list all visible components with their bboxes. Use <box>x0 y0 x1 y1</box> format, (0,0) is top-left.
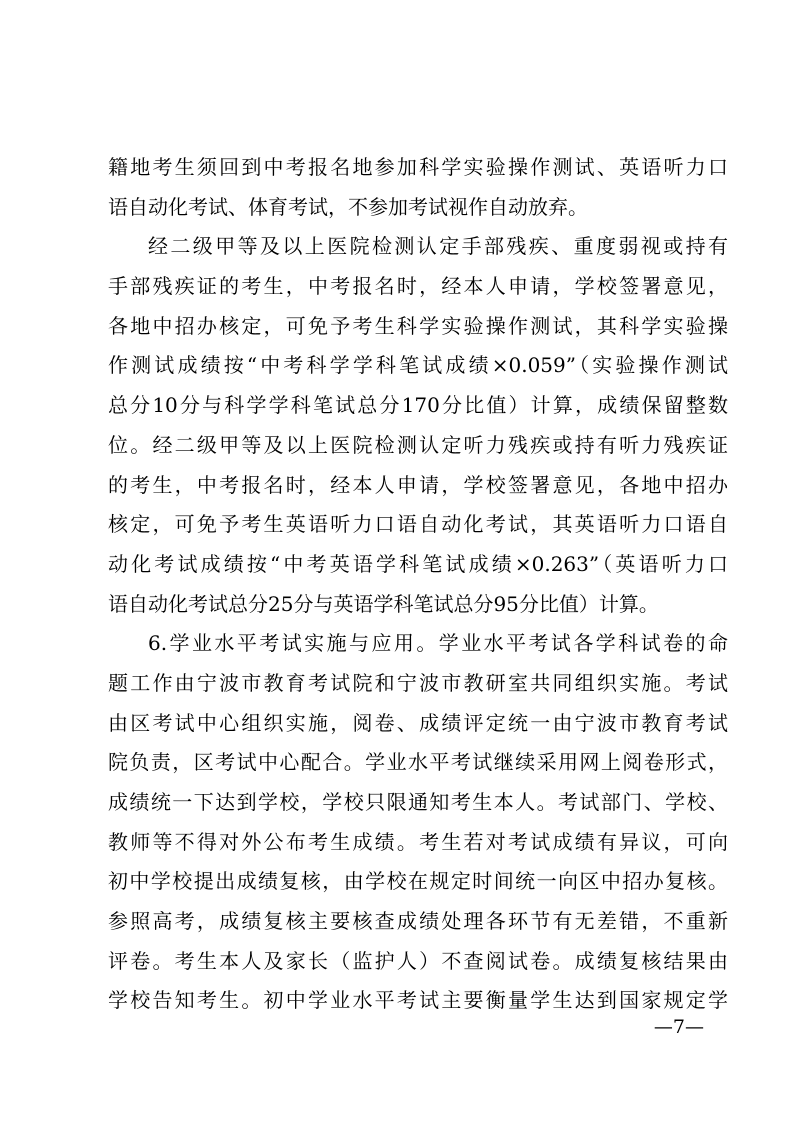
text-line-19: 初中学校提出成绩复核，由学校在规定时间统一向区中招办复核。 <box>108 869 728 894</box>
text-line-21: 评卷。考生本人及家长（监护人）不查阅试卷。成绩复核结果由 <box>108 948 728 973</box>
text-line-1: 籍地考生须回到中考报名地参加科学实验操作测试、英语听力口 <box>108 155 728 179</box>
text-line-9: 的考生，中考报名时，经本人申请，学校签署意见，各地中招办 <box>108 472 728 497</box>
text-line-18: 教师等不得对外公布考生成绩。考生若对考试成绩有异议，可向 <box>108 829 728 854</box>
text-line-16: 院负责，区考试中心配合。学业水平考试继续采用网上阅卷形式， <box>108 750 728 775</box>
page-number: —7— <box>653 1016 704 1038</box>
text-line-12: 语自动化考试总分25分与英语学科笔试总分95分比值）计算。 <box>108 591 659 616</box>
text-line-7: 总分10分与科学学科笔试总分170分比值）计算，成绩保留整数 <box>108 393 728 418</box>
text-line-13: 6.学业水平考试实施与应用。学业水平考试各学科试卷的命 <box>148 631 728 656</box>
text-line-11: 动化考试成绩按“中考英语学科笔试成绩×0.263”（英语听力口 <box>108 551 728 576</box>
text-line-14: 题工作由宁波市教育考试院和宁波市教研室共同组织实施。考试 <box>108 670 728 695</box>
text-line-3: 经二级甲等及以上医院检测认定手部残疾、重度弱视或持有 <box>148 234 728 259</box>
text-line-6: 作测试成绩按“中考科学学科笔试成绩×0.059”（实验操作测试 <box>108 353 728 378</box>
text-line-10: 核定，可免予考生英语听力口语自动化考试，其英语听力口语自 <box>108 512 728 537</box>
body-text <box>108 148 728 1021</box>
text-line-22: 学校告知考生。初中学业水平考试主要衡量学生达到国家规定学 <box>108 988 728 1013</box>
text-line-15: 由区考试中心组织实施，阅卷、成绩评定统一由宁波市教育考试 <box>108 710 728 735</box>
text-line-2: 语自动化考试、体育考试，不参加考试视作自动放弃。 <box>108 194 588 219</box>
text-line-4: 手部残疾证的考生，中考报名时，经本人申请，学校签署意见， <box>108 274 728 299</box>
text-line-20: 参照高考，成绩复核主要核查成绩处理各环节有无差错，不重新 <box>108 909 728 934</box>
text-line-17: 成绩统一下达到学校，学校只限通知考生本人。考试部门、学校、 <box>108 790 728 814</box>
text-line-8: 位。经二级甲等及以上医院检测认定听力残疾或持有听力残疾证 <box>108 432 728 457</box>
text-line-5: 各地中招办核定，可免予考生科学实验操作测试，其科学实验操 <box>108 313 728 338</box>
